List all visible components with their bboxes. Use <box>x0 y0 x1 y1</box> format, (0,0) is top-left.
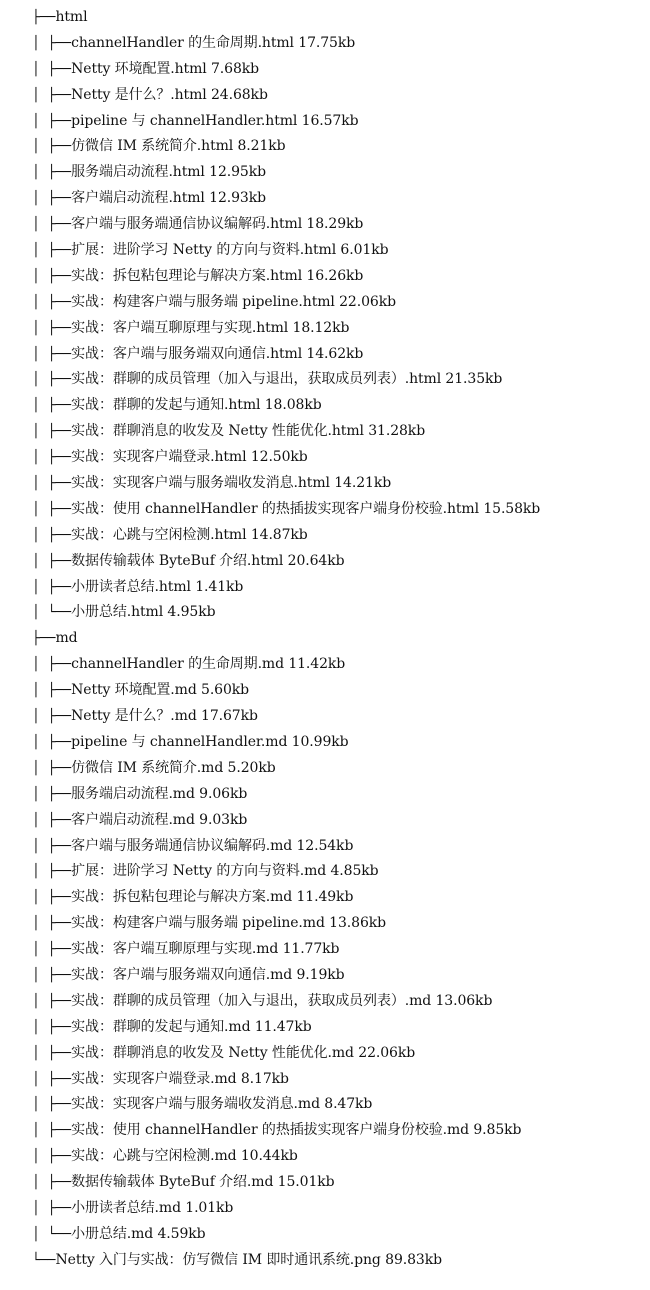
file-row[interactable] <box>0 1067 650 1093</box>
file-row[interactable] <box>0 885 650 911</box>
file-row[interactable] <box>0 419 650 445</box>
tree-branch-glyph: │ ├── <box>32 139 72 155</box>
file-name: Netty 是什么？.html 24.68kb <box>71 86 268 103</box>
file-name: 实战：群聊的成员管理（加入与退出，获取成员列表）.html 21.35kb <box>71 371 503 388</box>
tree-branch-glyph: │ ├── <box>32 1200 72 1216</box>
tree-branch-glyph: │ ├── <box>32 864 72 880</box>
file-row[interactable] <box>0 57 650 83</box>
file-name: 实战：客户端互聊原理与实现.html 18.12kb <box>71 319 350 336</box>
file-row[interactable] <box>0 367 650 393</box>
tree-branch-glyph: │ ├── <box>32 294 72 310</box>
file-row[interactable] <box>0 31 650 57</box>
file-name: 数据传输载体 ByteBuf 介绍.md 15.01kb <box>71 1174 335 1191</box>
tree-branch-glyph: └── <box>32 1252 56 1268</box>
file-name: 小册总结.html 4.95kb <box>71 604 216 621</box>
tree-branch-glyph: │ ├── <box>32 527 72 543</box>
file-name: 实战：使用 channelHandler 的热插拔实现客户端身份校验.md 9.85kb <box>71 1122 522 1139</box>
tree-branch-glyph: │ ├── <box>32 476 72 492</box>
file-name: 实战：心跳与空闲检测.html 14.87kb <box>71 526 308 543</box>
file-name: channelHandler 的生命周期.md 11.42kb <box>71 656 346 673</box>
file-name: 实战：客户端互聊原理与实现.md 11.77kb <box>71 941 340 958</box>
file-row[interactable] <box>0 1248 650 1274</box>
file-row[interactable] <box>0 1015 650 1041</box>
tree-branch-glyph: ├── <box>32 10 56 25</box>
file-row[interactable] <box>0 963 650 989</box>
file-row[interactable] <box>0 1222 650 1248</box>
file-row[interactable] <box>0 730 650 756</box>
file-name: 实战：实现客户端与服务端收发消息.md 8.47kb <box>71 1096 373 1113</box>
file-name: Netty 入门与实战：仿写微信 IM 即时通讯系统.png 89.83kb <box>55 1251 442 1268</box>
file-row[interactable] <box>0 859 650 885</box>
tree-branch-glyph: │ ├── <box>32 786 72 802</box>
tree-branch-glyph: │ ├── <box>32 553 72 569</box>
tree-branch-glyph: │ ├── <box>32 372 72 388</box>
file-row[interactable] <box>0 290 650 316</box>
file-name: 实战：群聊消息的收发及 Netty 性能优化.md 22.06kb <box>71 1044 416 1061</box>
file-name: 实战：实现客户端登录.html 12.50kb <box>71 449 308 466</box>
file-name: 实战：心跳与空闲检测.md 10.44kb <box>71 1148 298 1165</box>
file-name: 实战：实现客户端登录.md 8.17kb <box>71 1070 289 1087</box>
file-row[interactable] <box>0 471 650 497</box>
tree-branch-glyph: │ ├── <box>32 35 72 51</box>
file-row[interactable] <box>0 1118 650 1144</box>
tree-branch-glyph: │ ├── <box>32 1019 72 1035</box>
file-name: 服务端启动流程.md 9.06kb <box>71 785 248 802</box>
tree-branch-glyph: │ ├── <box>32 424 72 440</box>
file-row[interactable] <box>0 549 650 575</box>
file-name: 小册总结.md 4.59kb <box>71 1225 206 1242</box>
file-name: 扩展：进阶学习 Netty 的方向与资料.md 4.85kb <box>71 863 379 880</box>
file-name: 服务端启动流程.html 12.95kb <box>71 164 266 181</box>
file-name: Netty 环境配置.html 7.68kb <box>71 60 260 77</box>
tree-branch-glyph: │ ├── <box>32 709 72 725</box>
file-row[interactable] <box>0 1170 650 1196</box>
file-name: 实战：客户端与服务端双向通信.html 14.62kb <box>71 345 364 362</box>
tree-branch-glyph: │ ├── <box>32 734 72 750</box>
tree-branch-glyph: │ ├── <box>32 812 72 828</box>
file-row[interactable] <box>0 160 650 186</box>
tree-branch-glyph: │ ├── <box>32 501 72 517</box>
tree-branch-glyph: │ ├── <box>32 217 72 233</box>
file-name: 客户端启动流程.html 12.93kb <box>71 190 266 207</box>
file-name: 实战：实现客户端与服务端收发消息.html 14.21kb <box>71 475 392 492</box>
file-name: 客户端与服务端通信协议编解码.html 18.29kb <box>71 216 364 233</box>
file-row[interactable] <box>0 523 650 549</box>
folder-name: md <box>55 630 78 647</box>
tree-branch-glyph: │ ├── <box>32 838 72 854</box>
file-name: Netty 环境配置.md 5.60kb <box>71 682 250 699</box>
tree-branch-glyph: │ ├── <box>32 890 72 906</box>
tree-branch-glyph: │ ├── <box>32 87 72 103</box>
file-name: 实战：构建客户端与服务端 pipeline.html 22.06kb <box>71 293 396 310</box>
file-row[interactable] <box>0 109 650 135</box>
file-row[interactable] <box>0 134 650 160</box>
tree-branch-glyph: │ ├── <box>32 1123 72 1139</box>
file-name: 实战：群聊消息的收发及 Netty 性能优化.html 31.28kb <box>71 423 426 440</box>
file-row[interactable] <box>0 937 650 963</box>
tree-branch-glyph: │ ├── <box>32 1149 72 1165</box>
file-row[interactable] <box>0 989 650 1015</box>
file-row[interactable] <box>0 652 650 678</box>
file-name: 仿微信 IM 系统简介.html 8.21kb <box>71 138 286 155</box>
file-name: 客户端与服务端通信协议编解码.md 12.54kb <box>71 837 354 854</box>
tree-branch-glyph: │ ├── <box>32 191 72 207</box>
file-row[interactable] <box>0 911 650 937</box>
tree-branch-glyph: │ └── <box>32 1226 72 1242</box>
file-row[interactable] <box>0 497 650 523</box>
file-row[interactable] <box>0 678 650 704</box>
folder-name: html <box>55 9 88 25</box>
file-tree <box>0 5 650 1274</box>
file-row[interactable] <box>0 238 650 264</box>
tree-branch-glyph: │ ├── <box>32 165 72 181</box>
file-name: pipeline 与 channelHandler.md 10.99kb <box>71 733 349 750</box>
file-name: 仿微信 IM 系统简介.md 5.20kb <box>71 759 276 776</box>
file-row[interactable] <box>0 186 650 212</box>
file-row[interactable] <box>0 1092 650 1118</box>
file-name: 实战：拆包粘包理论与解决方案.html 16.26kb <box>71 267 364 284</box>
file-row[interactable] <box>0 600 650 626</box>
file-name: 小册读者总结.md 1.01kb <box>71 1199 234 1216</box>
tree-branch-glyph: │ ├── <box>32 450 72 466</box>
file-name: 数据传输载体 ByteBuf 介绍.html 20.64kb <box>71 552 345 569</box>
file-name: 小册读者总结.html 1.41kb <box>71 578 244 595</box>
file-row[interactable] <box>0 212 650 238</box>
tree-branch-glyph: │ ├── <box>32 1071 72 1087</box>
tree-branch-glyph: │ ├── <box>32 942 72 958</box>
tree-branch-glyph: │ ├── <box>32 1175 72 1191</box>
file-row[interactable] <box>0 83 650 109</box>
file-name: Netty 是什么？.md 17.67kb <box>71 708 258 725</box>
tree-branch-glyph: │ ├── <box>32 916 72 932</box>
tree-branch-glyph: │ ├── <box>32 683 72 699</box>
file-name: 实战：客户端与服务端双向通信.md 9.19kb <box>71 966 345 983</box>
tree-branch-glyph: │ └── <box>32 605 72 621</box>
file-row[interactable] <box>0 1196 650 1222</box>
file-row[interactable] <box>0 393 650 419</box>
tree-branch-glyph: │ ├── <box>32 346 72 362</box>
file-name: pipeline 与 channelHandler.html 16.57kb <box>71 112 359 129</box>
file-row[interactable] <box>0 834 650 860</box>
tree-branch-glyph: │ ├── <box>32 1045 72 1061</box>
tree-branch-glyph: │ ├── <box>32 967 72 983</box>
file-name: 实战：群聊的发起与通知.md 11.47kb <box>71 1018 312 1035</box>
tree-branch-glyph: │ ├── <box>32 657 72 673</box>
file-row[interactable] <box>0 1041 650 1067</box>
file-name: 实战：使用 channelHandler 的热插拔实现客户端身份校验.html 15.58kb <box>71 500 541 517</box>
file-row[interactable] <box>0 808 650 834</box>
tree-branch-glyph: │ ├── <box>32 243 72 259</box>
tree-branch-glyph: │ ├── <box>32 579 72 595</box>
tree-branch-glyph: │ ├── <box>32 268 72 284</box>
file-row[interactable] <box>0 782 650 808</box>
folder-row-md[interactable] <box>0 626 650 652</box>
file-row[interactable] <box>0 1144 650 1170</box>
tree-branch-glyph: │ ├── <box>32 993 72 1009</box>
file-name: 扩展：进阶学习 Netty 的方向与资料.html 6.01kb <box>71 242 389 259</box>
file-row[interactable] <box>0 342 650 368</box>
file-row[interactable] <box>0 575 650 601</box>
file-row[interactable] <box>0 756 650 782</box>
file-name: 实战：构建客户端与服务端 pipeline.md 13.86kb <box>71 915 386 932</box>
file-name: 实战：群聊的发起与通知.html 18.08kb <box>71 397 322 414</box>
tree-branch-glyph: │ ├── <box>32 61 72 77</box>
file-row[interactable] <box>0 316 650 342</box>
tree-branch-glyph: │ ├── <box>32 1097 72 1113</box>
tree-branch-glyph: │ ├── <box>32 398 72 414</box>
file-name: 实战：拆包粘包理论与解决方案.md 11.49kb <box>71 889 354 906</box>
tree-branch-glyph: │ ├── <box>32 320 72 336</box>
file-name: channelHandler 的生命周期.html 17.75kb <box>71 34 356 51</box>
tree-branch-glyph: │ ├── <box>32 760 72 776</box>
folder-row-html[interactable] <box>0 5 650 31</box>
file-name: 客户端启动流程.md 9.03kb <box>71 811 248 828</box>
file-row[interactable] <box>0 445 650 471</box>
tree-branch-glyph: ├── <box>32 631 56 647</box>
file-row[interactable] <box>0 264 650 290</box>
file-name: 实战：群聊的成员管理（加入与退出，获取成员列表）.md 13.06kb <box>71 992 493 1009</box>
file-row[interactable] <box>0 704 650 730</box>
tree-branch-glyph: │ ├── <box>32 113 72 129</box>
